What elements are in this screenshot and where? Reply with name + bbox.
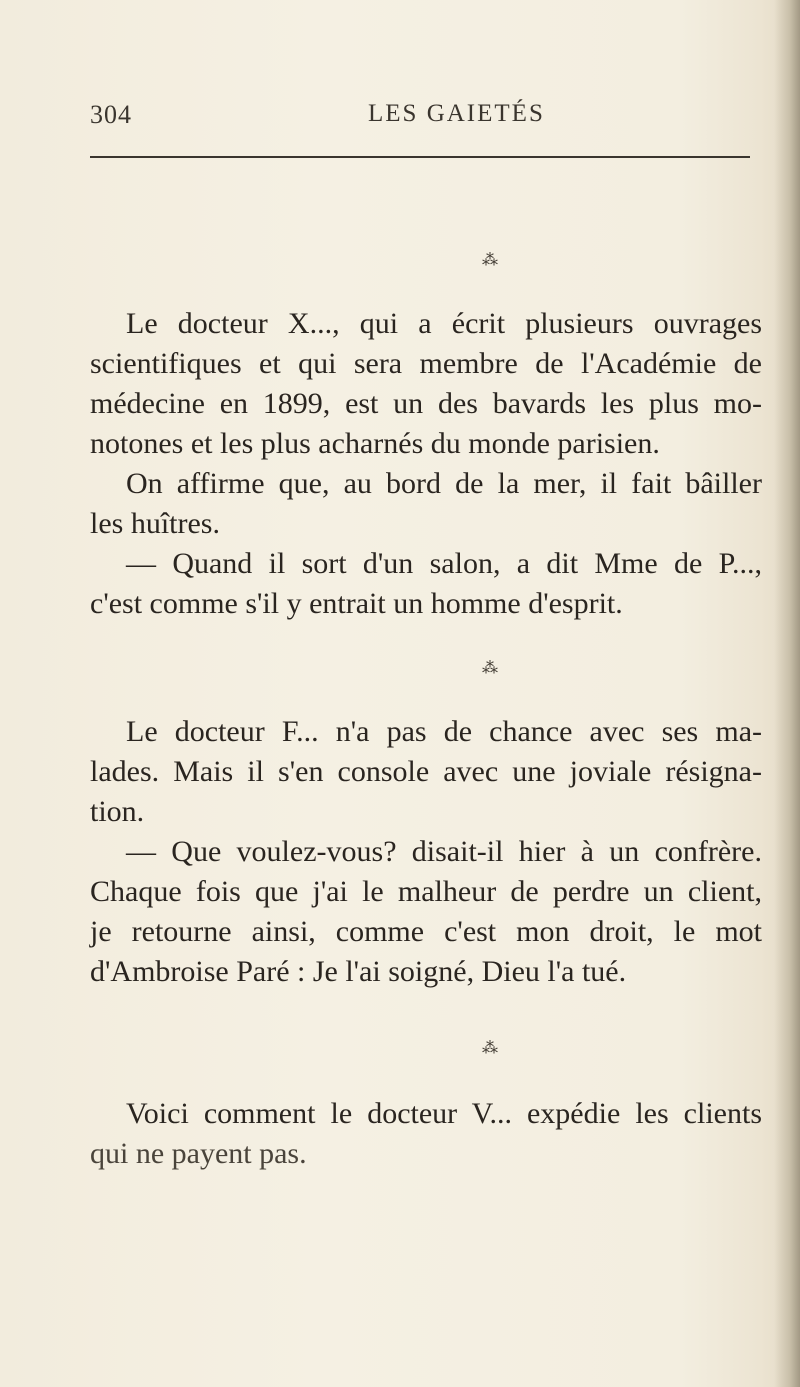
paragraph-group-2 xyxy=(90,712,762,992)
text-line: qui ne payent pas. xyxy=(90,1137,307,1170)
asterism-glyph: ⁂ xyxy=(482,1040,498,1057)
asterism-separator xyxy=(460,252,520,292)
text-line: tion. xyxy=(90,795,145,828)
text-line: les huîtres. xyxy=(90,507,220,540)
asterism-glyph: ⁂ xyxy=(482,660,498,677)
text-line: lades. Mais il s'en console avec une joviale résigna- xyxy=(90,755,762,788)
paragraph-group-1 xyxy=(90,304,762,624)
text-line: On affirme que, au bord de la mer, il fait bâiller xyxy=(126,467,762,500)
text-line: scientifiques et qui sera membre de l'Académie de xyxy=(90,347,762,380)
text-line: — Que voulez-vous? disait-il hier à un confrère. xyxy=(126,835,762,868)
running-header xyxy=(90,100,750,140)
text-line: médecine en 1899, est un des bavards les plus mo- xyxy=(90,387,762,420)
header-rule xyxy=(90,156,750,158)
asterism-separator xyxy=(460,660,520,700)
page-number: 304 xyxy=(90,100,132,129)
text-line: Chaque fois que j'ai le malheur de perdre un client, xyxy=(90,875,762,908)
page-edge-shadow xyxy=(774,0,800,1387)
asterism-separator xyxy=(460,1040,520,1080)
text-line: Voici comment le docteur V... expédie les clients xyxy=(126,1097,762,1130)
text-line: Le docteur F... n'a pas de chance avec ses ma- xyxy=(126,715,762,748)
text-line: je retourne ainsi, comme c'est mon droit, le mot xyxy=(90,915,762,948)
text-line: — Quand il sort d'un salon, a dit Mme de P..., xyxy=(126,547,762,580)
text-line: Le docteur X..., qui a écrit plusieurs ouvrages xyxy=(126,307,762,340)
text-line: c'est comme s'il y entrait un homme d'esprit. xyxy=(90,587,623,620)
paragraph-group-3 xyxy=(90,1094,762,1174)
asterism-glyph: ⁂ xyxy=(482,252,498,269)
running-title: LES GAIETÉS xyxy=(368,100,545,127)
text-line: notones et les plus acharnés du monde parisien. xyxy=(90,427,660,460)
text-line: d'Ambroise Paré : Je l'ai soigné, Dieu l'a tué. xyxy=(90,955,627,988)
